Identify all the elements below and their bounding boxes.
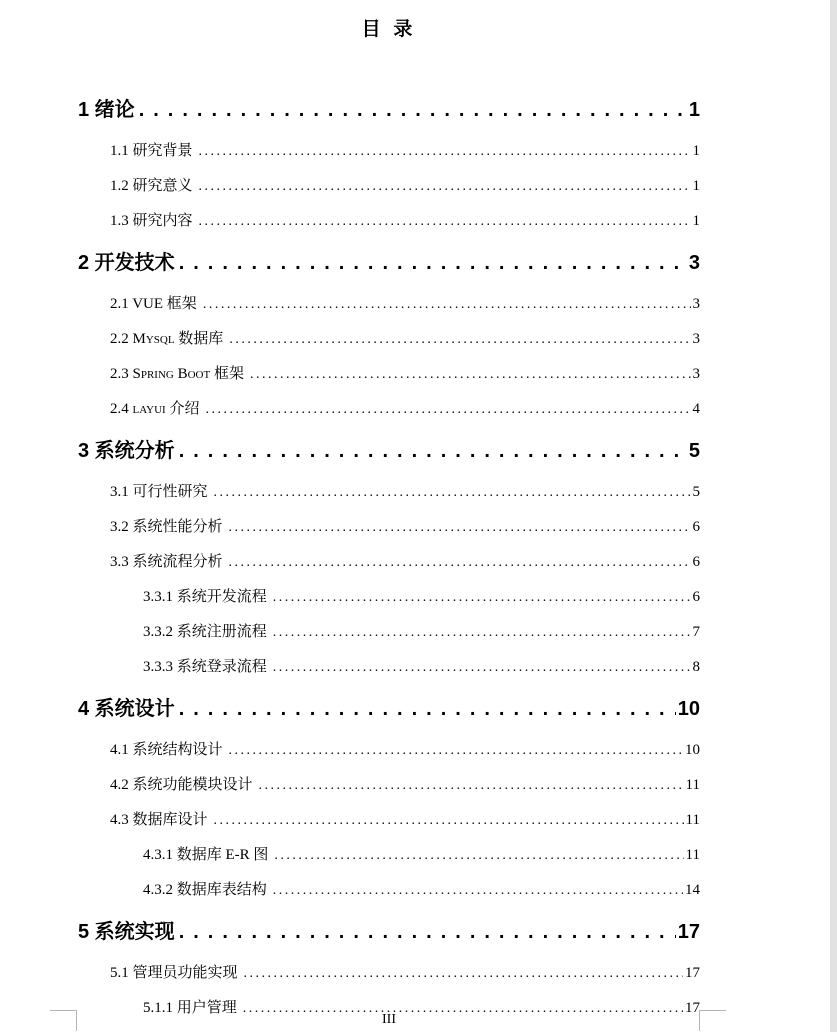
- toc-entry-label: 2.3 Spring Boot 框架: [110, 366, 244, 382]
- toc-entry-page: 7: [692, 624, 700, 640]
- page-title: 目 录: [361, 19, 417, 40]
- dot-leader: [139, 86, 687, 134]
- toc-entry-label: 3.1 可行性研究: [110, 484, 208, 500]
- dot-leader: [250, 357, 691, 392]
- toc-entry-label: 3.3.2 系统注册流程: [143, 624, 267, 640]
- toc-entry[interactable]: [78, 545, 700, 580]
- toc-entry-page: 3: [692, 366, 700, 382]
- toc-entry-label: 2 开发技术: [78, 252, 175, 274]
- toc-entry-label: 1.1 研究背景: [110, 143, 193, 159]
- toc-entry-page: 8: [692, 659, 700, 675]
- toc-entry-page: 10: [677, 698, 700, 720]
- dot-leader: [205, 392, 690, 427]
- dot-leader: [274, 838, 683, 873]
- toc-entry-page: 17: [677, 921, 700, 943]
- toc-entry[interactable]: [78, 908, 700, 956]
- toc-entry-label: 2.1 VUE 框架: [110, 296, 197, 312]
- toc-entry[interactable]: [78, 287, 700, 322]
- toc-entry-label: 3 系统分析: [78, 440, 175, 462]
- dot-leader: [179, 685, 676, 733]
- dot-leader: [273, 615, 691, 650]
- toc-entry-page: 11: [685, 777, 700, 793]
- dot-leader: [273, 650, 691, 685]
- dot-leader: [229, 510, 691, 545]
- dot-leader: [199, 169, 691, 204]
- toc-entry-label: 4 系统设计: [78, 698, 175, 720]
- toc-entry-label: 5.1.1 用户管理: [143, 1000, 237, 1016]
- toc-entry-page: 10: [685, 742, 700, 758]
- dot-leader: [179, 427, 687, 475]
- toc-entry-label: 4.3.2 数据库表结构: [143, 882, 267, 898]
- toc-entry-page: 3: [692, 296, 700, 312]
- dot-leader: [259, 768, 684, 803]
- toc-entry-label: 1 绪论: [78, 99, 135, 121]
- toc-entry[interactable]: [78, 615, 700, 650]
- dot-leader: [273, 873, 683, 908]
- toc-entry[interactable]: [78, 768, 700, 803]
- toc-entry[interactable]: [78, 86, 700, 134]
- toc-entry[interactable]: [78, 956, 700, 991]
- toc-entry[interactable]: [78, 650, 700, 685]
- toc-entry-page: 11: [685, 847, 700, 863]
- dot-leader: [179, 908, 676, 956]
- toc-entry[interactable]: [78, 204, 700, 239]
- toc-entry[interactable]: [78, 357, 700, 392]
- toc-entry[interactable]: [78, 169, 700, 204]
- toc-entry-page: 11: [685, 812, 700, 828]
- toc-entry[interactable]: [78, 239, 700, 287]
- toc-entry[interactable]: [78, 733, 700, 768]
- dot-leader: [229, 322, 690, 357]
- toc-entry-page: 17: [685, 1000, 700, 1016]
- toc-entry[interactable]: [78, 873, 700, 908]
- dot-leader: [203, 287, 691, 322]
- crop-mark-bottom-right: [699, 1010, 726, 1031]
- toc-entry-page: 1: [692, 213, 700, 229]
- toc-entry-label: 3.3 系统流程分析: [110, 554, 223, 570]
- toc-entry-page: 1: [688, 99, 700, 121]
- toc-entry-label: 4.1 系统结构设计: [110, 742, 223, 758]
- toc-entry-label: 3.3.3 系统登录流程: [143, 659, 267, 675]
- toc-entry[interactable]: [78, 427, 700, 475]
- toc-entry-page: 17: [685, 965, 700, 981]
- toc-entry-page: 5: [688, 440, 700, 462]
- dot-leader: [229, 545, 691, 580]
- toc-entry-page: 6: [692, 589, 700, 605]
- toc-entry[interactable]: [78, 803, 700, 838]
- toc-entry-label: 4.3.1 数据库 E-R 图: [143, 847, 269, 863]
- toc-entry[interactable]: [78, 685, 700, 733]
- dot-leader: [244, 956, 683, 991]
- toc-entry-page: 1: [692, 143, 700, 159]
- toc-entry[interactable]: [78, 838, 700, 873]
- toc-entry-label: 4.3 数据库设计: [110, 812, 208, 828]
- toc-entry-label: 3.3.1 系统开发流程: [143, 589, 267, 605]
- toc-entry-label: 2.4 layui 介绍: [110, 401, 200, 417]
- dot-leader: [214, 475, 691, 510]
- dot-leader: [214, 803, 684, 838]
- toc-entry-page: 3: [692, 331, 700, 347]
- toc-entry-label: 4.2 系统功能模块设计: [110, 777, 253, 793]
- crop-mark-bottom-left: [50, 1010, 77, 1031]
- toc-entry-page: 6: [692, 554, 700, 570]
- dot-leader: [229, 733, 683, 768]
- toc-entry-page: 3: [688, 252, 700, 274]
- dot-leader: [199, 134, 691, 169]
- toc-entry-label: 3.2 系统性能分析: [110, 519, 223, 535]
- toc-entry-page: 5: [692, 484, 700, 500]
- toc-entry[interactable]: [78, 510, 700, 545]
- toc-entry-page: 1: [692, 178, 700, 194]
- dot-leader: [199, 204, 691, 239]
- toc-entry-page: 6: [692, 519, 700, 535]
- page-edge: [830, 0, 837, 1032]
- toc-entry[interactable]: [78, 580, 700, 615]
- toc-entry[interactable]: [78, 322, 700, 357]
- footer-page-number: III: [382, 1012, 396, 1027]
- toc-entry-label: 1.3 研究内容: [110, 213, 193, 229]
- toc-entry-label: 2.2 Mysql 数据库: [110, 331, 224, 347]
- toc-entry-label: 5 系统实现: [78, 921, 175, 943]
- dot-leader: [179, 239, 687, 287]
- table-of-contents: [78, 86, 700, 1026]
- dot-leader: [273, 580, 691, 615]
- toc-entry-page: 14: [685, 882, 700, 898]
- toc-entry-label: 5.1 管理员功能实现: [110, 965, 238, 981]
- toc-entry-page: 4: [692, 401, 700, 417]
- toc-entry[interactable]: [78, 392, 700, 427]
- toc-entry-label: 1.2 研究意义: [110, 178, 193, 194]
- toc-entry[interactable]: [78, 134, 700, 169]
- toc-entry[interactable]: [78, 475, 700, 510]
